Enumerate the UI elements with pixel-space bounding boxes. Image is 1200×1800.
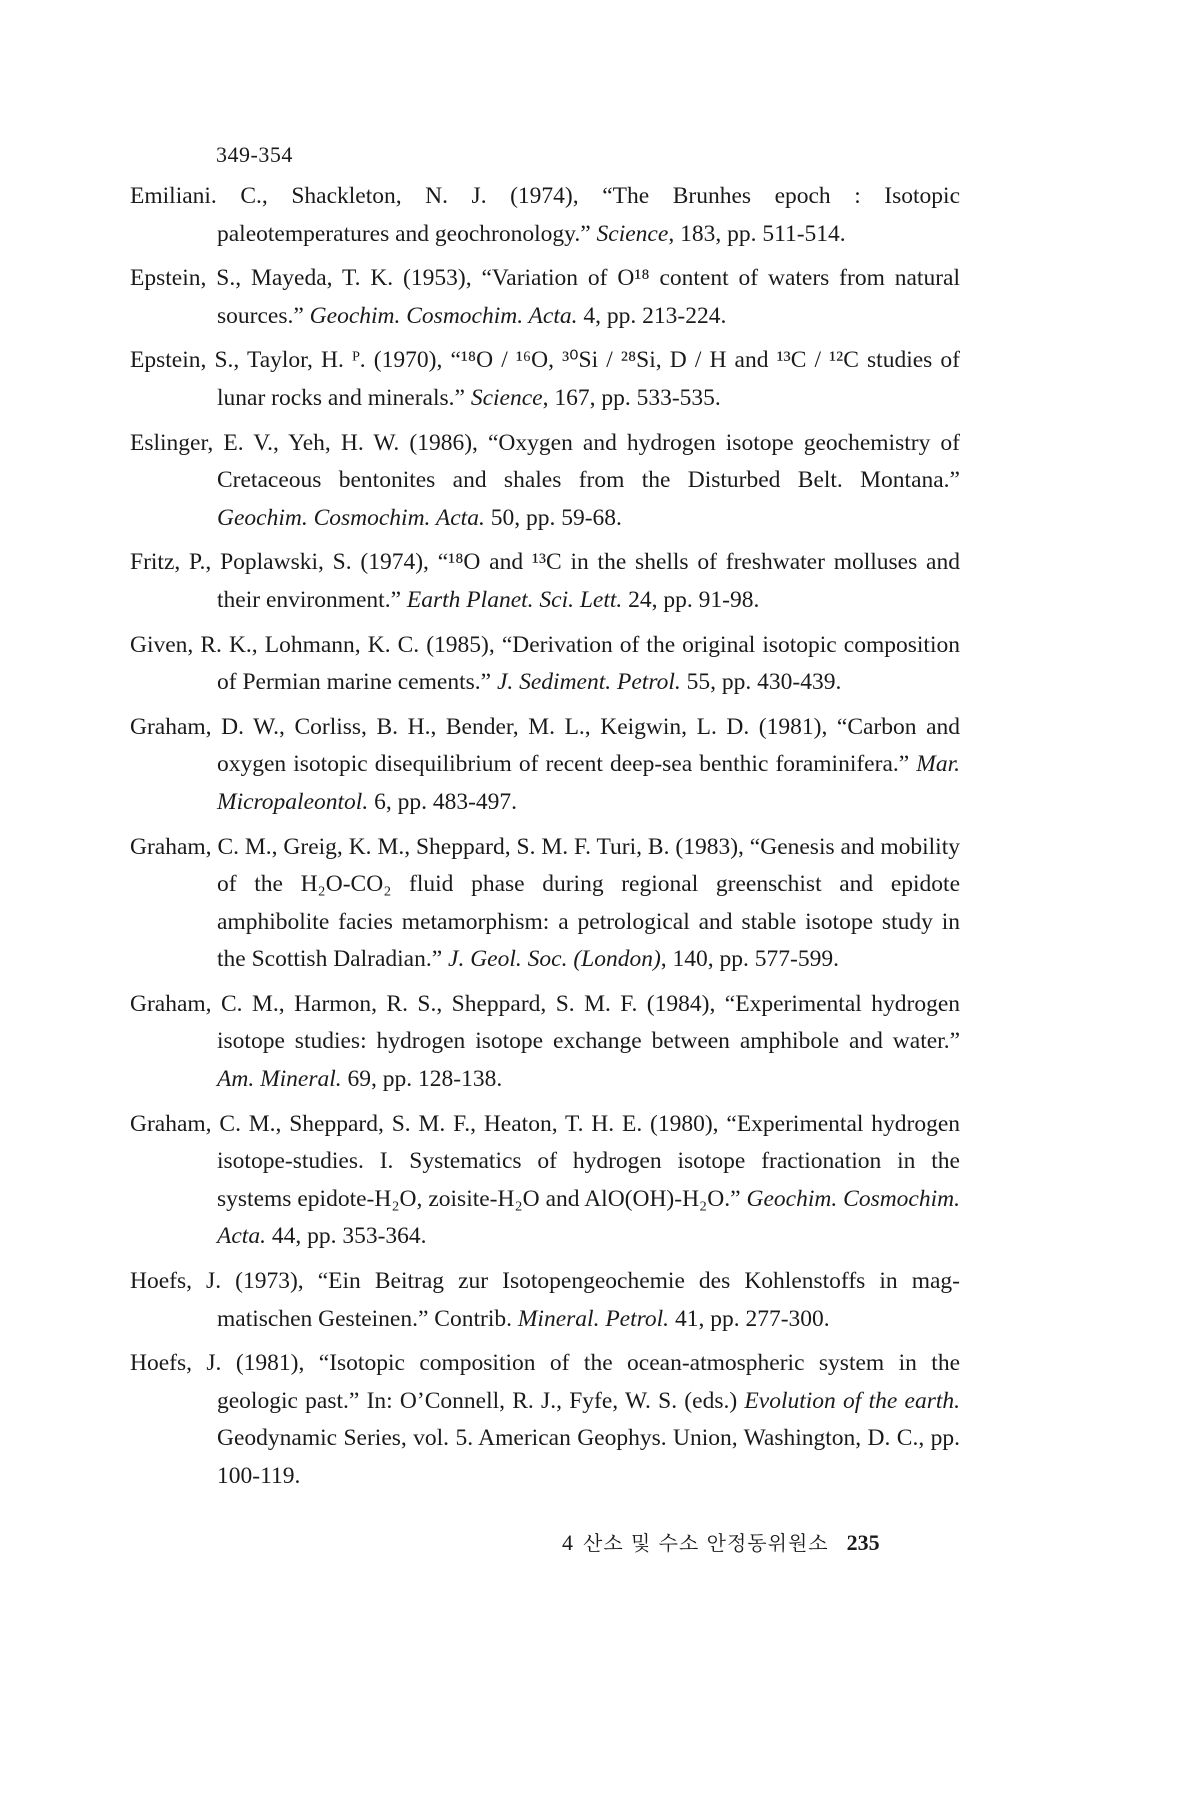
reference-title: “Experimental hydrogen isotope-studies. I. Systematics of hydrogen isotope fractionation in the systems epidote-H₂O, zoisite-H₂O and AlO(OH)-H₂O.” [217,1110,960,1212]
reference-details: , 167, pp. 533-535. [542,384,721,411]
reference-title: “Variation of O¹⁸ content of waters from natural sources.” [217,265,960,329]
reference-journal: Geochim. Cosmochim. Acta. [309,302,578,329]
reference-journal: Science [470,384,543,411]
reference-authors-year: Graham, D. W., Corliss, B. H., Bender, M. L., Keigwin, L. D. (1981), [130,713,837,740]
reference-title: “The Brunhes epoch : Isotopic paleotemperatures and geochronology.” [217,183,961,247]
reference-journal: J. Sediment. Petrol. [496,669,681,696]
reference-title: “Experimental hydrogen isotope studies: hydrogen isotope exchange between amphibole and water.” [217,990,960,1055]
reference-details: 69, pp. 128-138. [341,1066,503,1093]
reference-details: 50, pp. 59-68. [484,504,622,531]
reference-list [130,178,960,1503]
reference-details: 41, pp. 277-300. [669,1305,830,1332]
reference-details: 44, pp. 353-364. [265,1223,427,1250]
reference-details: , 183, pp. 511-514. [668,220,846,247]
reference-authors-year: Graham, C. M., Sheppard, S. M. F., Heaton, T. H. E. (1980), [130,1110,727,1137]
reference-title: “Carbon and oxygen isotopic disequilibrium of recent deep-sea benthic foraminifera.” [217,713,960,778]
reference-entry [130,709,960,822]
reference-title: “¹⁸O and ¹³C in the shells of freshwater molluses and their environment.” [217,549,960,613]
reference-journal: Geochim. Cosmochim. Acta. [217,504,485,531]
reference-authors-year: Emiliani. C., Shackleton, N. J. (1974), [130,183,603,209]
chapter-number: 4 [562,1530,573,1555]
continued-reference-pages: 349-354 [216,142,293,167]
reference-title: “Derivation of the original isotopic composition of Permian marine cements.” [217,631,960,696]
reference-entry [130,1345,960,1495]
reference-entry [130,425,960,538]
reference-authors-year: Graham, C. M., Greig, K. M., Sheppard, S. M. F. Turi, B. (1983), [130,833,750,860]
reference-authors-year: Hoefs, J. (1973), [130,1268,318,1295]
reference-authors-year: Given, R. K., Lohmann, K. C. (1985), [130,631,502,658]
reference-journal: Am. Mineral. [217,1066,342,1093]
reference-authors-year: Epstein, S., Mayeda, T. K. (1953), [130,265,482,292]
page-footer [562,1528,880,1558]
reference-title: “Isotopic composition of the ocean-atmospheric system in the geologic past.” In: O’Connell, R. J., Fyfe, W. S. (eds.) [217,1350,960,1414]
reference-journal: Mar. Micropaleontol. [217,751,960,815]
reference-authors-year: Fritz, P., Poplawski, S. (1974), [130,549,438,576]
reference-journal: Earth Planet. Sci. Lett. [406,586,623,613]
reference-entry [130,986,960,1099]
reference-entry [130,1263,960,1338]
reference-details: 55, pp. 430-439. [680,669,842,696]
reference-journal: Mineral. Petrol. [517,1305,670,1332]
reference-entry [130,627,960,702]
reference-title: “¹⁸O / ¹⁶O, ³⁰Si / ²⁸Si, D / H and ¹³C / ¹²C studies of lunar rocks and minerals.” [217,347,961,411]
reference-details: 4, pp. 213-224. [577,302,727,329]
chapter-title: 산소 및 수소 안정동위원소 [583,1531,829,1555]
reference-authors-year: Hoefs, J. (1981), [130,1350,319,1377]
reference-entry [130,260,960,335]
reference-entry [130,544,960,619]
reference-journal: Geochim. Cosmochim. Acta. [217,1185,960,1250]
page-number: 235 [846,1530,880,1555]
reference-journal: Science [596,220,669,247]
reference-journal: J. Geol. Soc. (London) [448,946,661,973]
reference-title: “Genesis and mobility of the H₂O-CO₂ fluid phase during regional greenschist and epidote amphibolite facies metamorphism: a petrological and stable isotope study in the Scottish Dalradian.” [217,833,960,973]
reference-entry [130,1106,960,1256]
reference-entry [130,342,960,417]
reference-journal: Evolution of the earth. [744,1387,961,1414]
reference-entry [130,829,960,979]
reference-details: 6, pp. 483-497. [368,788,518,815]
reference-entry [130,178,960,253]
reference-title: “Oxygen and hydrogen isotope geochemistry of Cretaceous bentonites and shales from the Disturbed Belt. Montana.” [217,429,961,494]
reference-authors-year: Epstein, S., Taylor, H. ᴾ. (1970), [130,347,451,374]
reference-authors-year: Eslinger, E. V., Yeh, H. W. (1986), [130,429,488,456]
reference-details: Geodynamic Series, vol. 5. American Geophys. Union, Washington, D. C., pp. 100-119. [217,1425,960,1489]
reference-authors-year: Graham, C. M., Harmon, R. S., Sheppard, S. M. F. (1984), [130,990,725,1017]
reference-title: “Ein Beitrag zur Isotopengeochemie des Kohlenstoffs in magmatischen Gesteinen.” Contrib. [217,1268,960,1332]
reference-details: 24, pp. 91-98. [622,586,760,613]
reference-details: , 140, pp. 577-599. [660,946,839,973]
